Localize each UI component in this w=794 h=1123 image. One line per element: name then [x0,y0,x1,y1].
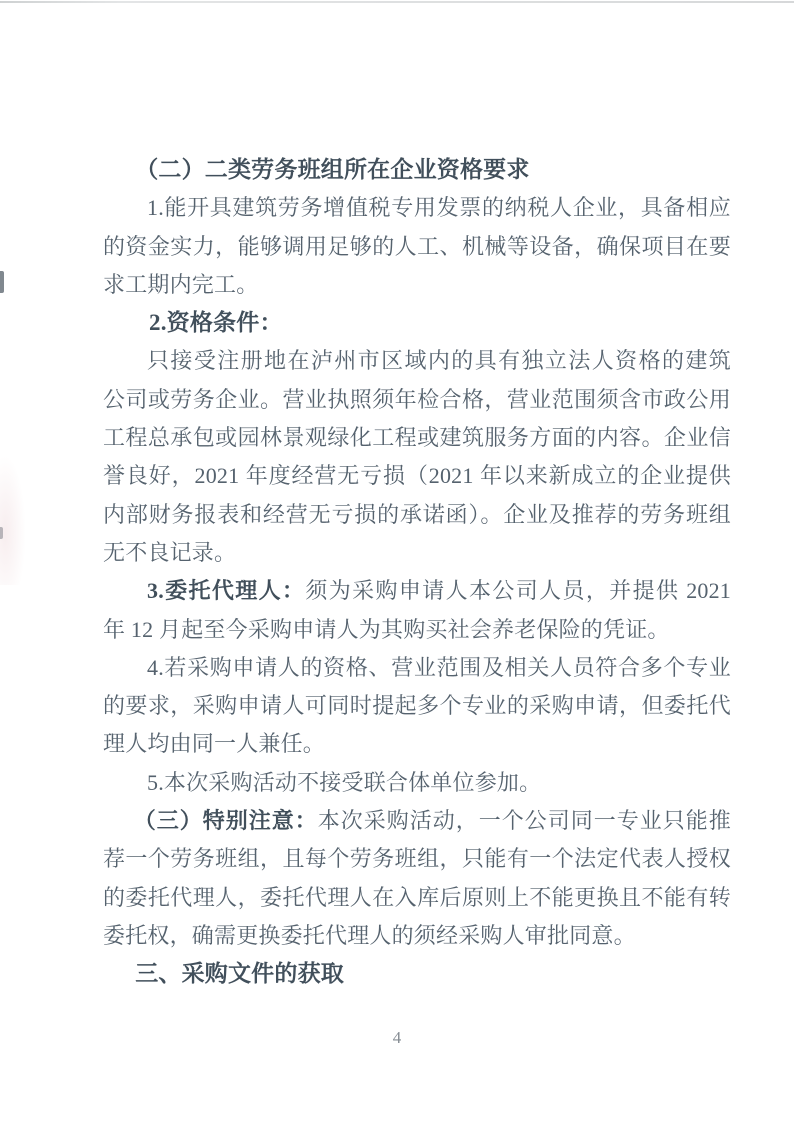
text-line [103,534,731,572]
text-line [103,496,731,534]
bold-text-run: （三）特别注意： [133,808,318,834]
text-run: 年 12 月起至今采购申请人为其购买社会养老保险的凭证。 [103,616,670,642]
text-run: 荐一个劳务班组，且每个劳务班组，只能有一个法定代表人授权 [103,846,731,872]
text-line [103,342,731,380]
bold-text-run: （二）二类劳务班组所在企业资格要求 [135,157,530,182]
text-run: 5.本次采购活动不接受联合体单位参加。 [147,769,542,795]
text-run: 委托权，确需更换委托代理人的须经采购人审批同意。 [103,922,636,948]
text-run: 1.能开具建筑劳务增值税专用发票的纳税人企业，具备相应 [147,195,731,221]
scan-noise [0,455,26,585]
bold-text-run: 2.资格条件： [149,310,283,336]
scan-speck [0,271,4,293]
text-line [103,572,731,610]
text-line [103,764,731,802]
text-run: 誉良好，2021 年度经营无亏损（2021 年以来新成立的企业提供 [103,463,731,489]
text-run: 的资金实力，能够调用足够的人工、机械等设备，确保项目在要 [103,233,731,259]
text-run: 的委托代理人，委托代理人在入库后原则上不能更换且不能有转 [103,884,731,910]
text-run: 4.若采购申请人的资格、营业范围及相关人员符合多个专业 [147,654,731,680]
text-run: 求工期内完工。 [103,271,259,297]
text-run: 本次采购活动，一个公司同一专业只能推 [317,808,731,834]
scan-edge-artifact [0,1,794,3]
text-run: 无不良记录。 [103,539,237,565]
bold-text-run: 3.委托代理人： [147,578,306,604]
page-number: 4 [392,1028,402,1047]
text-line [103,266,731,304]
text-line [103,649,731,687]
text-run: 公司或劳务企业。营业执照须年检合格，营业范围须含市政公用 [103,386,731,412]
text-line [103,879,731,917]
bold-text-run: 三、采购文件的获取 [135,961,344,987]
text-run: 内部财务报表和经营无亏损的承诺函）。企业及推荐的劳务班组 [103,501,731,527]
document-text-block [103,151,731,994]
text-run: 工程总承包或园林景观绿化工程或建筑服务方面的内容。企业信 [103,425,731,451]
text-line [103,419,731,457]
text-line [103,381,731,419]
text-run: 的要求，采购申请人可同时提起多个专业的采购申请，但委托代 [103,693,731,719]
text-line [103,228,731,266]
text-line [103,725,731,763]
text-line [103,457,731,495]
text-line [103,802,731,840]
text-line [103,840,731,878]
heading-line [103,955,731,993]
text-line [103,611,731,649]
heading-line [103,151,731,189]
text-line [103,917,731,955]
text-run: 只接受注册地在泸州市区域内的具有独立法人资格的建筑 [147,348,731,374]
text-run: 须为采购申请人本公司人员，并提供 2021 [305,578,731,604]
heading-line [103,304,731,342]
text-line [103,687,731,725]
text-line [103,189,731,227]
text-run: 理人均由同一人兼任。 [103,731,326,757]
